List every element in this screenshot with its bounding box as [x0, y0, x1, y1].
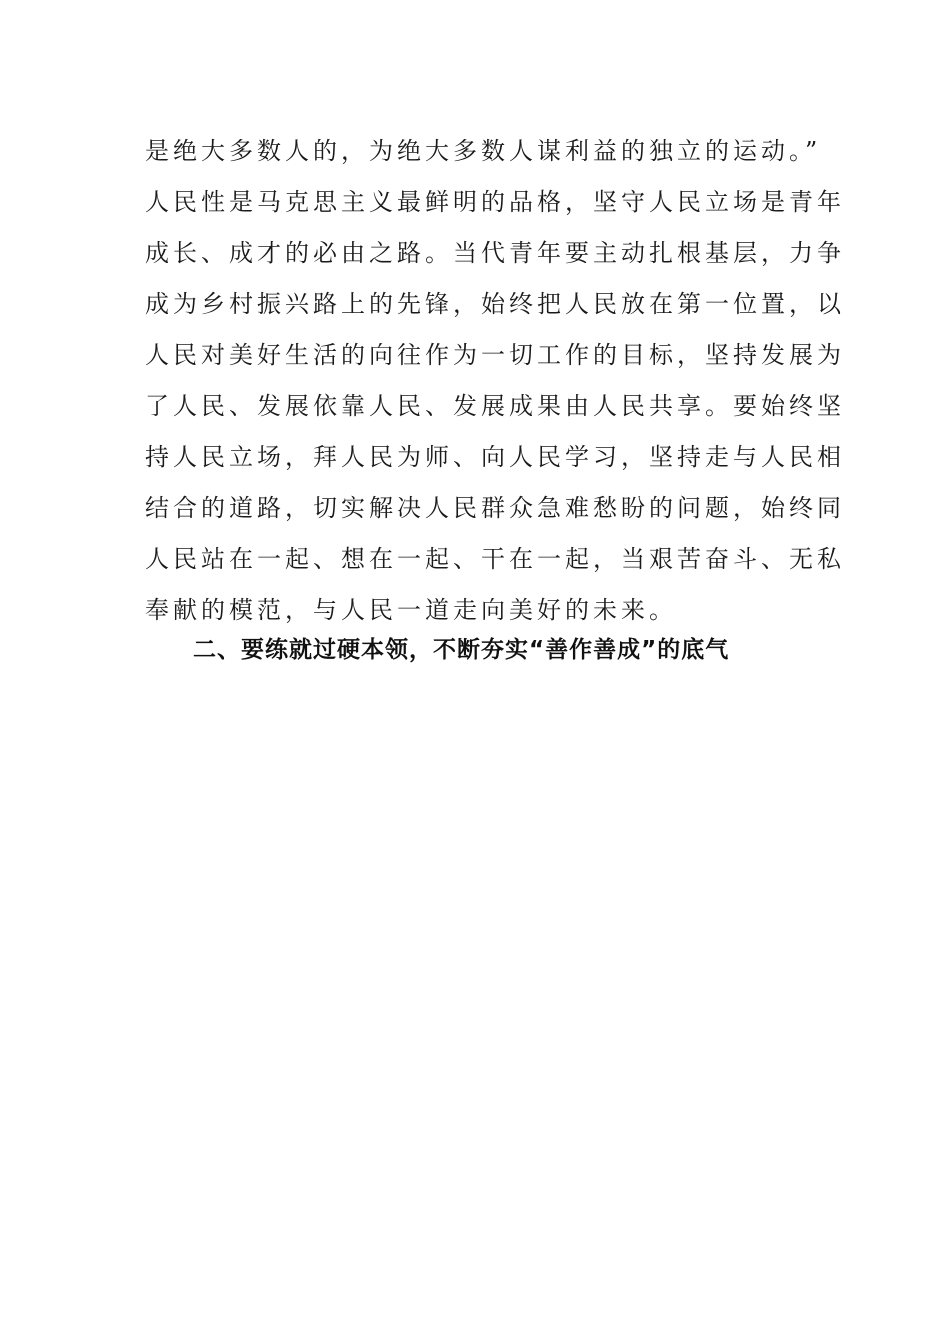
paragraph-line: 奉献的模范，与人民一道走向美好的未来。: [145, 596, 677, 624]
body-paragraph: [145, 126, 845, 636]
paragraph-line: 结合的道路，切实解决人民群众急难愁盼的问题，始终同: [145, 494, 845, 522]
paragraph-line: 是绝大多数人的，为绝大多数人谋利益的独立的运动。”: [145, 137, 822, 165]
paragraph-line: 成为乡村振兴路上的先锋，始终把人民放在第一位置，以: [145, 290, 845, 318]
paragraph-line: 人民站在一起、想在一起、干在一起，当艰苦奋斗、无私: [145, 545, 845, 573]
paragraph-line: 持人民立场，拜人民为师、向人民学习，坚持走与人民相: [145, 443, 845, 471]
section-heading: 二、要练就过硬本领，不断夯实“善作善成”的底气: [193, 637, 730, 663]
paragraph-line: 人民性是马克思主义最鲜明的品格，坚守人民立场是青年: [145, 188, 845, 216]
paragraph-line: 人民对美好生活的向往作为一切工作的目标，坚持发展为: [145, 341, 845, 369]
paragraph-line: 成长、成才的必由之路。当代青年要主动扎根基层，力争: [145, 239, 845, 267]
paragraph-line: 了人民、发展依靠人民、发展成果由人民共享。要始终坚: [145, 392, 845, 420]
